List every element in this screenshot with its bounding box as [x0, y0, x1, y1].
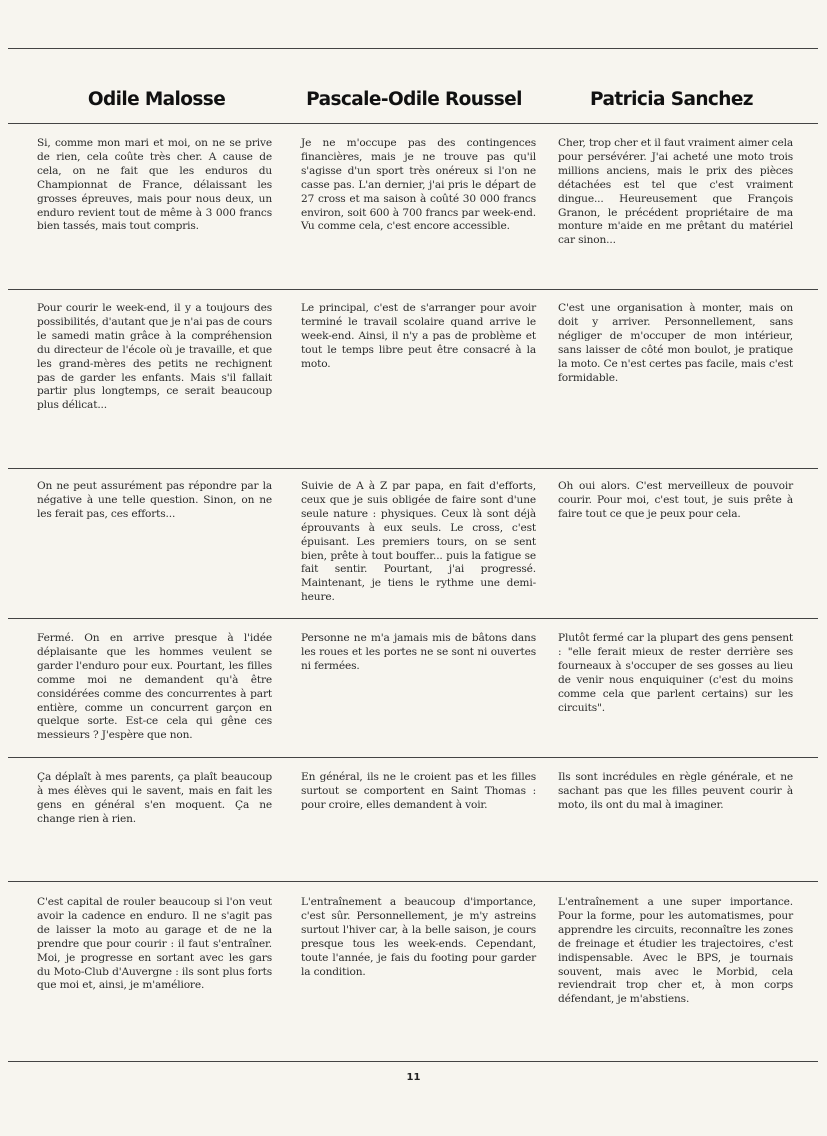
answer-roussel-weekend: Le principal, c'est de s'arranger pour avoir terminé le travail scolaire quand arrive le week-end. Ainsi, il n'y a pas de problème et tout le temps libre peut être consacré à la moto.: [301, 302, 536, 370]
answer-sanchez-training: L'entraînement a une super importance. Pour la forme, pour les automatismes, pour apprendre les circuits, reconnaître les zones de freinage et étudier les trajectoires, c'est indispensable. Avec le BPS, je tournais souvent, mais avec le Morbid, cela reviendrait trop cher et, à mon corps défendant, je m'abstiens.: [558, 896, 793, 1006]
answer-sanchez-milieu: Plutôt fermé car la plupart des gens pensent : "elle ferait mieux de rester derrière ses fourneaux à s'occuper de ses gosses au lieu de venir nous enquiquiner (c'est du moins comme cela que parlent certains) sur les circuits".: [558, 632, 793, 714]
column-header-roussel: Pascale-Odile Roussel: [306, 89, 522, 110]
bottom-rule: [8, 1061, 818, 1062]
header-rule: [8, 123, 818, 124]
row-divider: [8, 618, 818, 619]
answer-malosse-entourage: Ça déplaît à mes parents, ça plaît beaucoup à mes élèves qui le savent, mais en fait les gens en général s'en moquent. Ça ne change rien à rien.: [37, 771, 272, 825]
answer-roussel-milieu: Personne ne m'a jamais mis de bâtons dans les roues et les portes ne se sont ni ouvertes ni fermées.: [301, 632, 536, 672]
column-headers: [34, 89, 794, 110]
answer-malosse-cost: Si, comme mon mari et moi, on ne se prive de rien, cela coûte très cher. A cause de cela, on ne fait que les enduros du Championnat de France, délaissant les grosses épreuves, mais pour nous deux, un enduro revient tout de même à 3 000 francs bien tassés, mais tout compris.: [37, 137, 272, 233]
answer-malosse-weekend: Pour courir le week-end, il y a toujours des possibilités, d'autant que je n'ai pas de cours le samedi matin grâce à la compréhension du directeur de l'école où je travaille, et que les grand-mères des petits ne rechignent pas de garder les enfants. Mais s'il fallait partir plus longtemps, ce serait beaucoup plus délicat...: [37, 302, 272, 412]
row-divider: [8, 881, 818, 882]
column-header-sanchez: Patricia Sanchez: [590, 89, 753, 110]
answer-sanchez-efforts: Oh oui alors. C'est merveilleux de pouvoir courir. Pour moi, c'est tout, je suis prête à faire tout ce que je peux pour cela.: [558, 480, 793, 520]
answer-roussel-efforts: Suivie de A à Z par papa, en fait d'efforts, ceux que je suis obligée de faire sont d'une seule nature : physiques. Ceux là sont déjà éprouvants à eux seuls. Le cross, c'est épuisant. Les premiers tours, on se sent bien, prête à tout bouffer... puis la fatigue se fait sentir. Pourtant, j'ai progressé. Maintenant, je tiens le rythme une demi-heure.: [301, 480, 536, 604]
answer-roussel-entourage: En général, ils ne le croient pas et les filles surtout se comportent en Saint Thomas : pour croire, elles demandent à voir.: [301, 771, 536, 811]
answer-malosse-efforts: On ne peut assurément pas répondre par la négative à une telle question. Sinon, on ne les ferait pas, ces efforts...: [37, 480, 272, 520]
answer-roussel-cost: Je ne m'occupe pas des contingences financières, mais je ne trouve pas qu'il s'agisse d'un sport très onéreux si l'on ne casse pas. L'an dernier, j'ai pris le départ de 27 cross et ma saison à coûté 30 000 francs environ, soit 600 à 700 francs par week-end. Vu comme cela, c'est encore accessible.: [301, 137, 536, 233]
answer-malosse-training: C'est capital de rouler beaucoup si l'on veut avoir la cadence en enduro. Il ne s'agit pas de laisser la moto au garage et de ne la prendre que pour courir : il faut s'entraîner. Moi, je progresse en sortant avec les gars du Moto-Club d'Auvergne : ils sont plus forts que moi et, ainsi, je m'améliore.: [37, 896, 272, 992]
answer-malosse-milieu: Fermé. On en arrive presque à l'idée déplaisante que les hommes veulent se garder l'enduro pour eux. Pourtant, les filles comme moi ne demandent qu'à être considérées comme des concurrentes à part entière, comme un concurrent garçon en quelque sorte. Est-ce cela qui gêne ces messieurs ? J'espère que non.: [37, 632, 272, 742]
answer-roussel-training: L'entraînement a beaucoup d'importance, c'est sûr. Personnellement, je m'y astreins surtout l'hiver car, à la belle saison, je cours presque tous les week-ends. Cependant, toute l'année, je fais du footing pour garder la condition.: [301, 896, 536, 978]
answer-sanchez-cost: Cher, trop cher et il faut vraiment aimer cela pour persévérer. J'ai acheté une moto trois millions anciens, mais le prix des pièces détachées est tel que c'est vraiment dingue... Heureusement que François Granon, le précédent propriétaire de ma monture m'aide en me prêtant du matériel car sinon...: [558, 137, 793, 247]
page-number: 11: [406, 1072, 421, 1083]
column-header-malosse: Odile Malosse: [87, 89, 226, 110]
top-rule: [8, 48, 818, 49]
row-divider: [8, 289, 818, 290]
row-divider: [8, 468, 818, 469]
answer-sanchez-weekend: C'est une organisation à monter, mais on doit y arriver. Personnellement, sans négliger de m'occuper de mon intérieur, sans laisser de côté mon boulot, je pratique la moto. Ce n'est certes pas facile, mais c'est formidable.: [558, 302, 793, 384]
answer-sanchez-entourage: Ils sont incrédules en règle générale, et ne sachant pas que les filles peuvent courir à moto, ils ont du mal à imaginer.: [558, 771, 793, 811]
row-divider: [8, 757, 818, 758]
